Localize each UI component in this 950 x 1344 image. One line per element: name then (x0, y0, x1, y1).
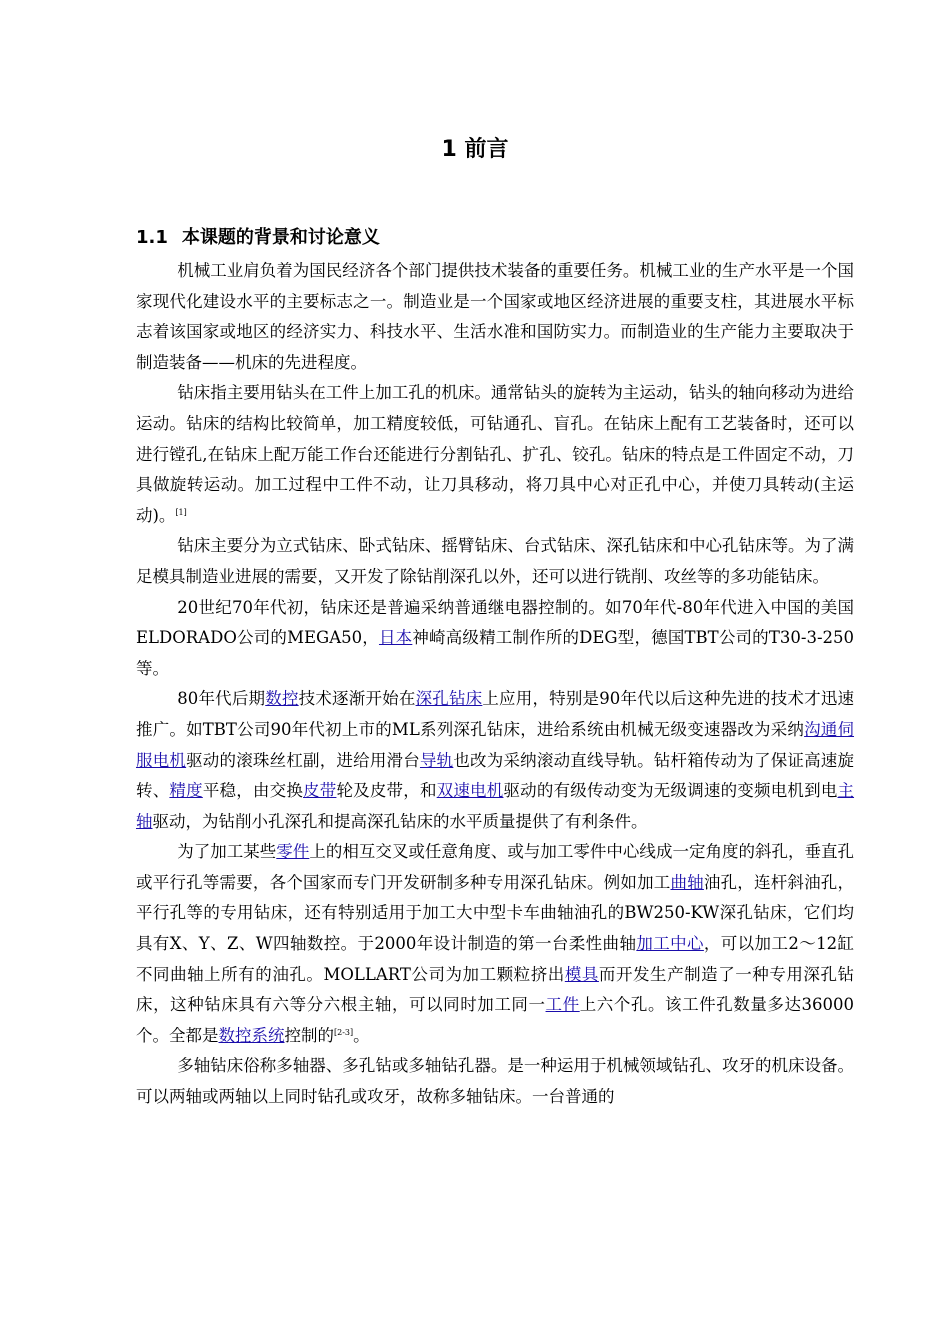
section-title: 本课题的背景和讨论意义 (181, 227, 380, 248)
text-run: 。 (353, 1025, 370, 1045)
inline-link[interactable]: 深孔钻床 (415, 689, 483, 709)
inline-link[interactable]: 数控系统 (218, 1025, 285, 1045)
text-run: 驱动的滚珠丝杠副，进给用滑台 (186, 750, 420, 770)
chapter-title: 1 前言 (441, 137, 509, 162)
text-run: 技术逐渐开始在 (298, 689, 416, 709)
paragraph (136, 684, 854, 837)
paragraph (136, 256, 854, 378)
text-run: 20世纪70年代初，钻床还是普遍采纳普通继电器控制的。如70年代-80年代进入中国的美国ELDORADO公司的MEGA50， (136, 597, 854, 648)
text-run: 多轴钻床俗称多轴器、多孔钻或多轴钻孔器。是一种运用于机械领域钻孔、攻牙的机床设备。可以两轴或两轴以上同时钻孔或攻牙，故称多轴钻床。一台普通的 (136, 1056, 854, 1107)
inline-link[interactable]: 主轴 (136, 781, 855, 831)
paragraph (136, 593, 854, 685)
paragraph (136, 531, 854, 592)
text-run: 机械工业肩负着为国民经济各个部门提供技术装备的重要任务。机械工业的生产水平是一个国家现代化建设水平的主要标志之一。制造业是一个国家或地区经济进展的重要支柱，其进展水平标志着该国家或地区的经济实力、科技水平、生活水准和国防实力。而制造业的生产能力主要取决于制造装备——机床的先进程度。 (136, 261, 854, 372)
body-text (136, 256, 854, 1113)
text-run: 钻床指主要用钻头在工件上加工孔的机床。通常钻头的旋转为主运动，钻头的轴向移动为进给运动。钻床的结构比较简单，加工精度较低，可钻通孔、盲孔。在钻床上配有工艺装备时，还可以进行镗孔,在钻床上配万能工作台还能进行分割钻孔、扩孔、铰孔。钻床的特点是工件固定不动，刀具做旋转运动。加工过程中工件不动，让刀具移动，将刀具中心对正孔中心，并使刀具转动(主运动)。 (136, 383, 854, 525)
text-run: 油孔，连杆斜油孔，平行孔等的专用钻床，还有特别适用于加工大中型卡车曲轴油孔的BW250-KW深孔钻床，它们均具有X、Y、Z、W四轴数控。于2000年设计制造的第一台柔性曲轴 (136, 872, 855, 954)
text-run: 驱动，为钻削小孔深孔和提高深孔钻床的水平质量提供了有利条件。 (152, 811, 648, 831)
text-run: 上六个孔。该工件孔数量多达36000个。全都是 (136, 995, 855, 1045)
section-number: 1.1 (136, 227, 168, 248)
paragraph (136, 1051, 854, 1112)
inline-link[interactable]: 工件 (545, 995, 580, 1015)
section-heading (136, 222, 380, 254)
text-run: 神崎高级精工制作所的DEG型，德国TBT公司的T30-3-250等。 (136, 628, 855, 678)
inline-link[interactable]: 曲轴 (670, 872, 704, 892)
inline-link[interactable]: 导轨 (419, 750, 454, 770)
text-run: 而开发生产制造了一种专用深孔钻床，这种钻床具有六等分六根主轴，可以同时加工同一 (136, 964, 855, 1015)
inline-link[interactable]: 双速电机 (436, 781, 504, 801)
inline-link[interactable]: 模具 (564, 964, 599, 984)
text-run: 控制的 (284, 1025, 334, 1045)
paragraph (136, 378, 854, 531)
text-run: 驱动的有级传动变为无级调速的变频电机到电 (503, 781, 838, 801)
citation-ref: [2-3] (334, 1027, 354, 1037)
inline-link[interactable]: 数控 (265, 689, 299, 709)
inline-link[interactable]: 沟通伺服电机 (136, 719, 855, 770)
text-run: 上的相互交叉或任意角度、或与加工零件中心线成一定角度的斜孔，垂直孔或平行孔等需要，各个国家而专门开发研制多种专用深孔钻床。例如加工 (136, 842, 855, 892)
text-run: 钻床主要分为立式钻床、卧式钻床、摇臂钻床、台式钻床、深孔钻床和中心孔钻床等。为了满足模具制造业进展的需要，又开发了除钻削深孔以外，还可以进行铣削、攻丝等的多功能钻床。 (136, 536, 854, 586)
inline-link[interactable]: 精度 (169, 781, 203, 801)
text-run: 为了加工某些 (177, 842, 277, 862)
paragraph (136, 837, 854, 1051)
text-run: 80年代后期 (177, 689, 266, 709)
text-run: 也改为采纳滚动直线导轨。钻杆箱传动为了保证高速旋转、 (136, 750, 855, 801)
inline-link[interactable]: 加工中心 (636, 934, 704, 954)
inline-link[interactable]: 日本 (378, 628, 413, 648)
text-run: 轮及皮带，和 (336, 781, 437, 801)
inline-link[interactable]: 零件 (276, 842, 310, 862)
text-run: 上应用，特别是90年代以后这种先进的技术才迅速推广。如TBT公司90年代初上市的ML系列深孔钻床，进给系统由机械无级变速器改为采纳 (136, 689, 855, 739)
citation-ref: [1] (175, 507, 187, 517)
text-run: 平稳，由交换 (202, 781, 304, 801)
inline-link[interactable]: 皮带 (303, 781, 337, 801)
text-run: ，可以加工2～12缸不同曲轴上所有的油孔。MOLLART公司为加工颗粒挤出 (136, 934, 854, 984)
